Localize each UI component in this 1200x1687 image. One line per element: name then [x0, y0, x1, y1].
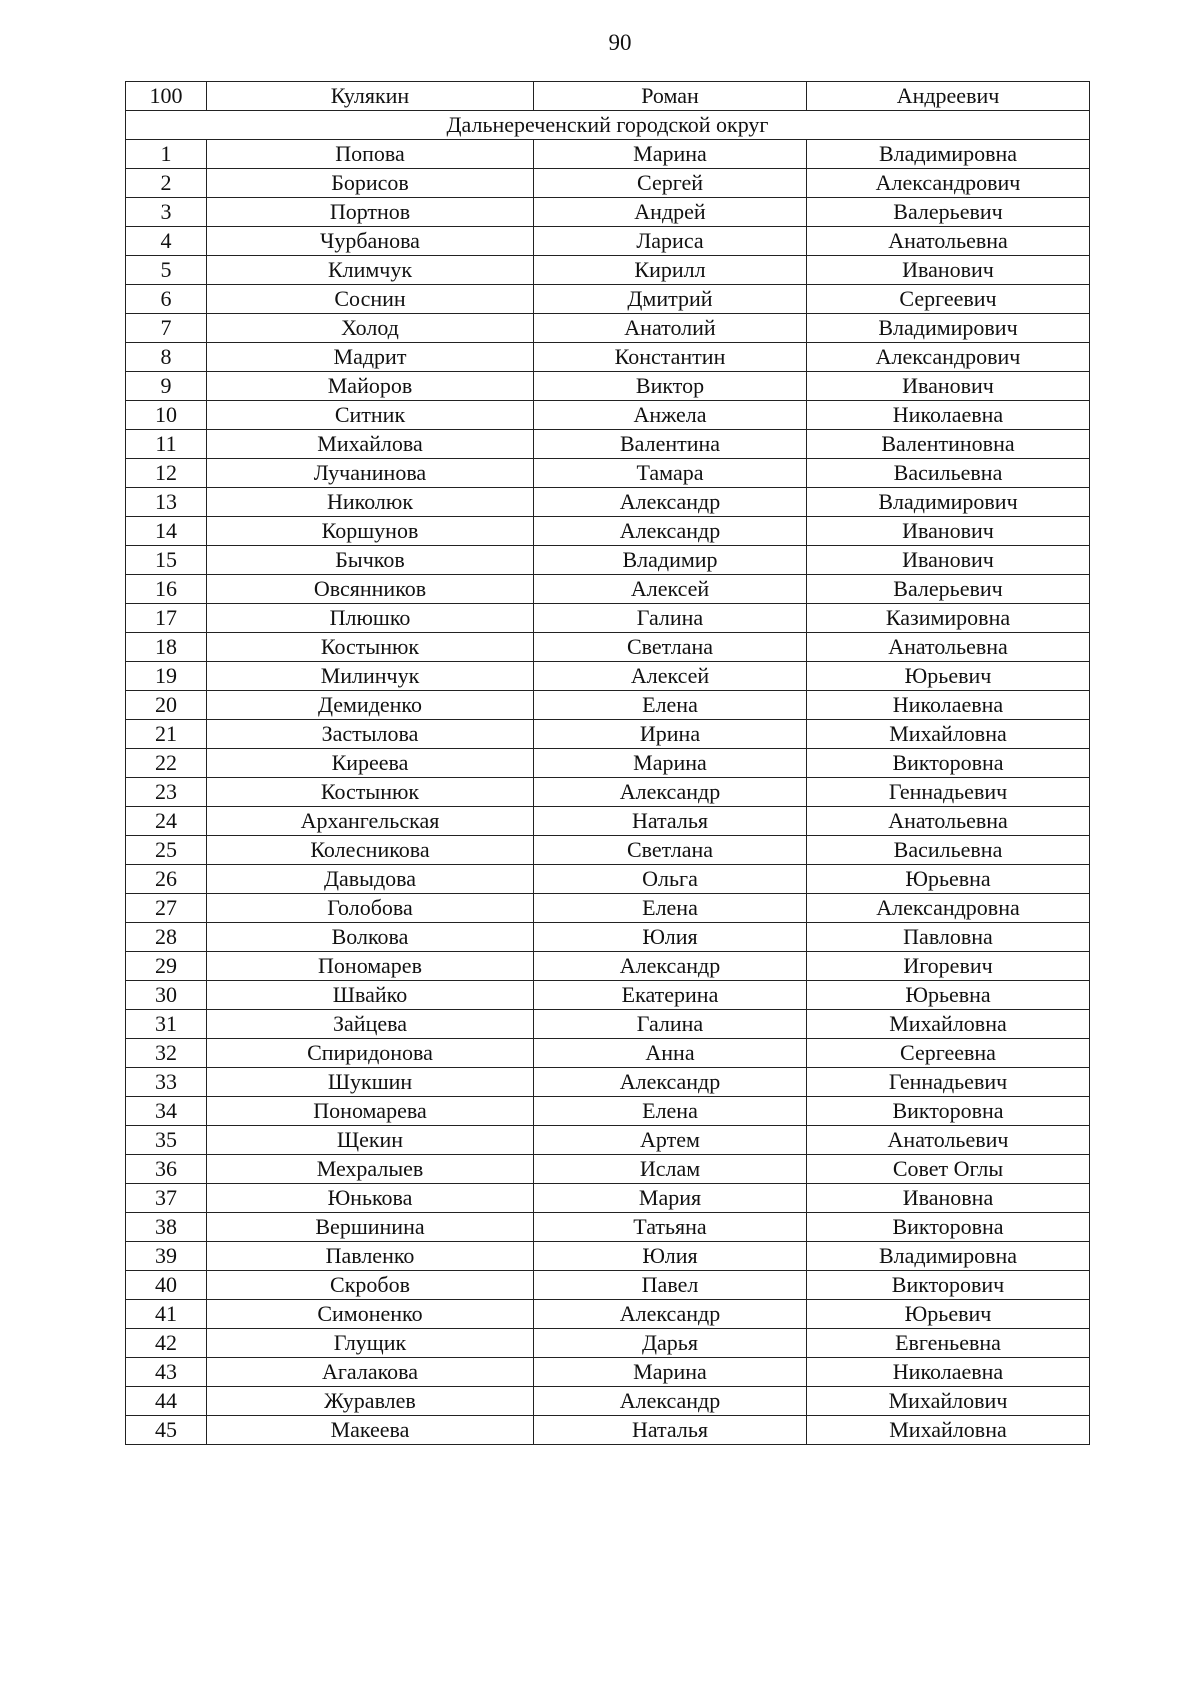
- row-number: 18: [126, 633, 207, 662]
- table-row: [126, 1213, 1090, 1242]
- table-row: [126, 517, 1090, 546]
- last-name: Костынюк: [207, 633, 534, 662]
- first-name: Алексей: [534, 662, 807, 691]
- patronymic: Викторовна: [807, 1097, 1090, 1126]
- first-name: Кирилл: [534, 256, 807, 285]
- row-number: 33: [126, 1068, 207, 1097]
- patronymic: Владимировна: [807, 1242, 1090, 1271]
- first-name: Ольга: [534, 865, 807, 894]
- row-number: 100: [126, 82, 207, 111]
- first-name: Светлана: [534, 633, 807, 662]
- patronymic: Александрович: [807, 343, 1090, 372]
- row-number: 31: [126, 1010, 207, 1039]
- section-row: [126, 111, 1090, 140]
- row-number: 15: [126, 546, 207, 575]
- row-number: 34: [126, 1097, 207, 1126]
- patronymic: Евгеньевна: [807, 1329, 1090, 1358]
- patronymic: Васильевна: [807, 836, 1090, 865]
- last-name: Скробов: [207, 1271, 534, 1300]
- last-name: Глущик: [207, 1329, 534, 1358]
- row-number: 7: [126, 314, 207, 343]
- first-name: Мария: [534, 1184, 807, 1213]
- first-name: Анжела: [534, 401, 807, 430]
- table-row: [126, 865, 1090, 894]
- patronymic: Александрович: [807, 169, 1090, 198]
- row-number: 36: [126, 1155, 207, 1184]
- patronymic: Валерьевич: [807, 198, 1090, 227]
- row-number: 3: [126, 198, 207, 227]
- first-name: Дмитрий: [534, 285, 807, 314]
- table-row: [126, 343, 1090, 372]
- row-number: 23: [126, 778, 207, 807]
- last-name: Застылова: [207, 720, 534, 749]
- last-name: Плюшко: [207, 604, 534, 633]
- last-name: Кулякин: [207, 82, 534, 111]
- first-name: Светлана: [534, 836, 807, 865]
- row-number: 5: [126, 256, 207, 285]
- first-name: Александр: [534, 952, 807, 981]
- patronymic: Владимирович: [807, 314, 1090, 343]
- patronymic: Валентиновна: [807, 430, 1090, 459]
- first-name: Елена: [534, 894, 807, 923]
- table-row: [126, 430, 1090, 459]
- row-number: 41: [126, 1300, 207, 1329]
- row-number: 20: [126, 691, 207, 720]
- first-name: Валентина: [534, 430, 807, 459]
- row-number: 27: [126, 894, 207, 923]
- last-name: Журавлев: [207, 1387, 534, 1416]
- patronymic: Михайловна: [807, 1010, 1090, 1039]
- row-number: 16: [126, 575, 207, 604]
- patronymic: Иванович: [807, 256, 1090, 285]
- last-name: Овсянников: [207, 575, 534, 604]
- table-row: [126, 1329, 1090, 1358]
- table-row: [126, 923, 1090, 952]
- last-name: Пономарева: [207, 1097, 534, 1126]
- patronymic: Ивановна: [807, 1184, 1090, 1213]
- first-name: Артем: [534, 1126, 807, 1155]
- last-name: Павленко: [207, 1242, 534, 1271]
- table-row: [126, 1358, 1090, 1387]
- last-name: Вершинина: [207, 1213, 534, 1242]
- last-name: Лучанинова: [207, 459, 534, 488]
- first-name: Алексей: [534, 575, 807, 604]
- table-row: [126, 198, 1090, 227]
- patronymic: Иванович: [807, 372, 1090, 401]
- last-name: Мехралыев: [207, 1155, 534, 1184]
- patronymic: Казимировна: [807, 604, 1090, 633]
- row-number: 8: [126, 343, 207, 372]
- patronymic: Геннадьевич: [807, 1068, 1090, 1097]
- last-name: Майоров: [207, 372, 534, 401]
- last-name: Чурбанова: [207, 227, 534, 256]
- table-row: [126, 952, 1090, 981]
- table-row: [126, 691, 1090, 720]
- first-name: Юлия: [534, 1242, 807, 1271]
- row-number: 29: [126, 952, 207, 981]
- first-name: Наталья: [534, 807, 807, 836]
- patronymic: Викторовна: [807, 1213, 1090, 1242]
- row-number: 28: [126, 923, 207, 952]
- patronymic: Анатольевич: [807, 1126, 1090, 1155]
- row-number: 9: [126, 372, 207, 401]
- patronymic: Совет Оглы: [807, 1155, 1090, 1184]
- patronymic: Юрьевна: [807, 981, 1090, 1010]
- section-title: Дальнереченский городской округ: [126, 111, 1090, 140]
- patronymic: Владимирович: [807, 488, 1090, 517]
- table-row: [126, 1242, 1090, 1271]
- table-row: [126, 256, 1090, 285]
- table-row: [126, 1416, 1090, 1445]
- table-row: [126, 1068, 1090, 1097]
- table-row: [126, 401, 1090, 430]
- patronymic: Юрьевич: [807, 662, 1090, 691]
- row-number: 45: [126, 1416, 207, 1445]
- patronymic: Николаевна: [807, 1358, 1090, 1387]
- first-name: Елена: [534, 691, 807, 720]
- last-name: Климчук: [207, 256, 534, 285]
- table-row: [126, 140, 1090, 169]
- last-name: Щекин: [207, 1126, 534, 1155]
- patronymic: Васильевна: [807, 459, 1090, 488]
- first-name: Юлия: [534, 923, 807, 952]
- table-row: [126, 1097, 1090, 1126]
- first-name: Наталья: [534, 1416, 807, 1445]
- table-row: [126, 1271, 1090, 1300]
- table-row: [126, 836, 1090, 865]
- table-row: [126, 662, 1090, 691]
- table-row: [126, 1387, 1090, 1416]
- last-name: Колесникова: [207, 836, 534, 865]
- first-name: Галина: [534, 1010, 807, 1039]
- row-number: 11: [126, 430, 207, 459]
- first-name: Александр: [534, 778, 807, 807]
- row-number: 22: [126, 749, 207, 778]
- row-number: 1: [126, 140, 207, 169]
- first-name: Дарья: [534, 1329, 807, 1358]
- row-number: 26: [126, 865, 207, 894]
- patronymic: Анатольевна: [807, 807, 1090, 836]
- table-row: [126, 749, 1090, 778]
- last-name: Холод: [207, 314, 534, 343]
- page-number: 90: [608, 30, 632, 55]
- first-name: Екатерина: [534, 981, 807, 1010]
- first-name: Роман: [534, 82, 807, 111]
- first-name: Владимир: [534, 546, 807, 575]
- table-row: [126, 778, 1090, 807]
- patronymic: Николаевна: [807, 691, 1090, 720]
- first-name: Татьяна: [534, 1213, 807, 1242]
- patronymic: Николаевна: [807, 401, 1090, 430]
- first-name: Лариса: [534, 227, 807, 256]
- first-name: Марина: [534, 140, 807, 169]
- table-row: [126, 1300, 1090, 1329]
- table-row: [126, 285, 1090, 314]
- last-name: Бычков: [207, 546, 534, 575]
- last-name: Демиденко: [207, 691, 534, 720]
- row-number: 2: [126, 169, 207, 198]
- last-name: Костынюк: [207, 778, 534, 807]
- patronymic: Юрьевна: [807, 865, 1090, 894]
- roster-table: [125, 81, 1090, 1445]
- row-number: 39: [126, 1242, 207, 1271]
- table-row: [126, 488, 1090, 517]
- last-name: Симоненко: [207, 1300, 534, 1329]
- row-number: 38: [126, 1213, 207, 1242]
- table-row: [126, 546, 1090, 575]
- first-name: Ирина: [534, 720, 807, 749]
- patronymic: Геннадьевич: [807, 778, 1090, 807]
- last-name: Давыдова: [207, 865, 534, 894]
- row-number: 44: [126, 1387, 207, 1416]
- table-row: [126, 1010, 1090, 1039]
- patronymic: Юрьевич: [807, 1300, 1090, 1329]
- last-name: Зайцева: [207, 1010, 534, 1039]
- row-number: 21: [126, 720, 207, 749]
- row-number: 24: [126, 807, 207, 836]
- last-name: Коршунов: [207, 517, 534, 546]
- first-name: Сергей: [534, 169, 807, 198]
- table-row: [126, 227, 1090, 256]
- row-number: 35: [126, 1126, 207, 1155]
- patronymic: Иванович: [807, 517, 1090, 546]
- table-row: [126, 459, 1090, 488]
- table-row: [126, 169, 1090, 198]
- last-name: Волкова: [207, 923, 534, 952]
- table-row: [126, 575, 1090, 604]
- patronymic: Анатольевна: [807, 633, 1090, 662]
- row-number: 37: [126, 1184, 207, 1213]
- patronymic: Викторович: [807, 1271, 1090, 1300]
- first-name: Александр: [534, 1300, 807, 1329]
- first-name: Павел: [534, 1271, 807, 1300]
- patronymic: Викторовна: [807, 749, 1090, 778]
- table-row: [126, 372, 1090, 401]
- last-name: Голобова: [207, 894, 534, 923]
- first-name: Галина: [534, 604, 807, 633]
- row-number: 12: [126, 459, 207, 488]
- last-name: Борисов: [207, 169, 534, 198]
- table-row: [126, 633, 1090, 662]
- last-name: Юнькова: [207, 1184, 534, 1213]
- first-name: Елена: [534, 1097, 807, 1126]
- last-name: Архангельская: [207, 807, 534, 836]
- first-name: Александр: [534, 517, 807, 546]
- table-row: [126, 314, 1090, 343]
- last-name: Николюк: [207, 488, 534, 517]
- first-name: Андрей: [534, 198, 807, 227]
- row-number: 40: [126, 1271, 207, 1300]
- last-name: Шукшин: [207, 1068, 534, 1097]
- patronymic: Сергеевич: [807, 285, 1090, 314]
- patronymic: Владимировна: [807, 140, 1090, 169]
- first-name: Александр: [534, 1387, 807, 1416]
- table-row: [126, 1155, 1090, 1184]
- table-row: [126, 807, 1090, 836]
- last-name: Милинчук: [207, 662, 534, 691]
- row-number: 17: [126, 604, 207, 633]
- row-number: 32: [126, 1039, 207, 1068]
- last-name: Попова: [207, 140, 534, 169]
- patronymic: Михайловна: [807, 1416, 1090, 1445]
- row-number: 6: [126, 285, 207, 314]
- table-row: [126, 604, 1090, 633]
- table-row: [126, 1039, 1090, 1068]
- patronymic: Павловна: [807, 923, 1090, 952]
- last-name: Соснин: [207, 285, 534, 314]
- last-name: Агалакова: [207, 1358, 534, 1387]
- first-name: Константин: [534, 343, 807, 372]
- last-name: Ситник: [207, 401, 534, 430]
- patronymic: Игоревич: [807, 952, 1090, 981]
- row-number: 4: [126, 227, 207, 256]
- patronymic: Михайловна: [807, 720, 1090, 749]
- last-name: Пономарев: [207, 952, 534, 981]
- last-name: Киреева: [207, 749, 534, 778]
- row-number: 42: [126, 1329, 207, 1358]
- first-name: Ислам: [534, 1155, 807, 1184]
- row-number: 43: [126, 1358, 207, 1387]
- roster-body: [126, 82, 1090, 1445]
- first-name: Александр: [534, 488, 807, 517]
- row-number: 30: [126, 981, 207, 1010]
- row-number: 13: [126, 488, 207, 517]
- table-row: [126, 1184, 1090, 1213]
- last-name: Михайлова: [207, 430, 534, 459]
- last-name: Макеева: [207, 1416, 534, 1445]
- first-name: Марина: [534, 1358, 807, 1387]
- last-name: Швайко: [207, 981, 534, 1010]
- last-name: Мадрит: [207, 343, 534, 372]
- patronymic: Сергеевна: [807, 1039, 1090, 1068]
- table-row: [126, 1126, 1090, 1155]
- first-name: Марина: [534, 749, 807, 778]
- row-number: 14: [126, 517, 207, 546]
- table-row: [126, 82, 1090, 111]
- patronymic: Александровна: [807, 894, 1090, 923]
- table-row: [126, 720, 1090, 749]
- patronymic: Валерьевич: [807, 575, 1090, 604]
- first-name: Тамара: [534, 459, 807, 488]
- table-row: [126, 981, 1090, 1010]
- first-name: Александр: [534, 1068, 807, 1097]
- patronymic: Андреевич: [807, 82, 1090, 111]
- row-number: 10: [126, 401, 207, 430]
- last-name: Портнов: [207, 198, 534, 227]
- first-name: Анна: [534, 1039, 807, 1068]
- patronymic: Михайлович: [807, 1387, 1090, 1416]
- row-number: 25: [126, 836, 207, 865]
- patronymic: Анатольевна: [807, 227, 1090, 256]
- patronymic: Иванович: [807, 546, 1090, 575]
- row-number: 19: [126, 662, 207, 691]
- first-name: Анатолий: [534, 314, 807, 343]
- last-name: Спиридонова: [207, 1039, 534, 1068]
- table-row: [126, 894, 1090, 923]
- first-name: Виктор: [534, 372, 807, 401]
